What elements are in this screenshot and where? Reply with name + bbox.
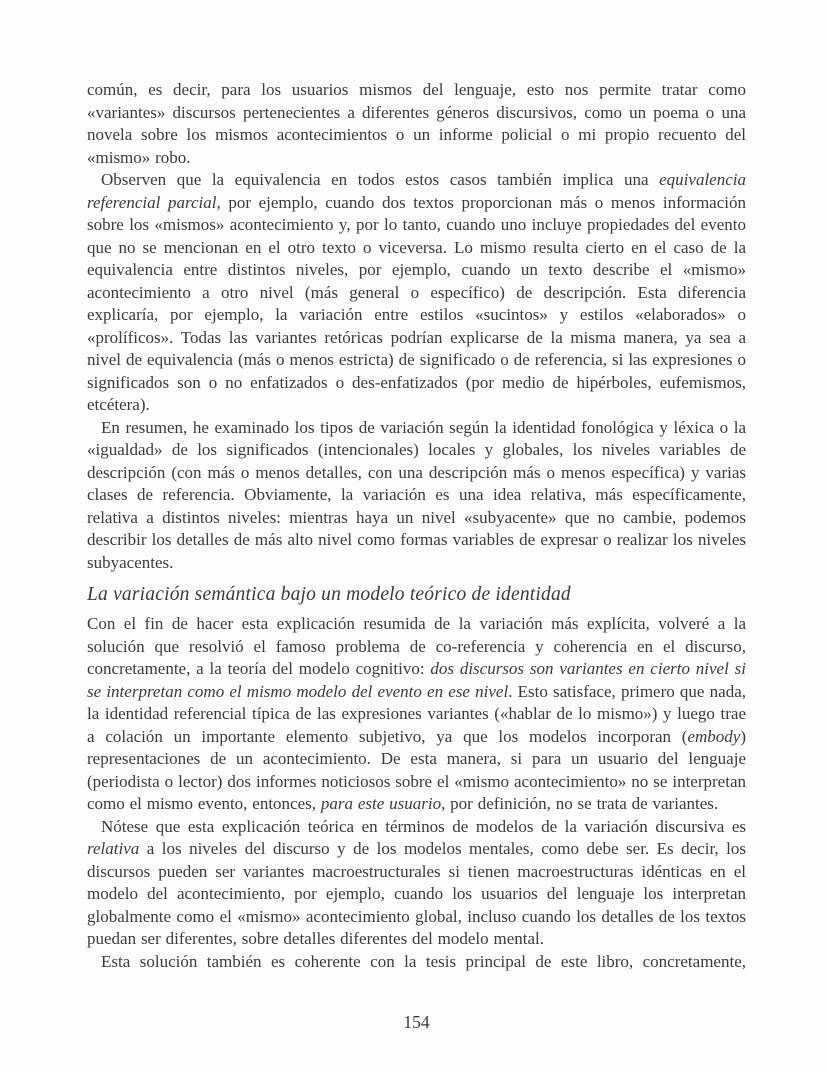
- paragraph: Observen que la equivalencia en todos estos casos también implica una equivalencia referencial parcial, por ejemplo, cuando dos textos proporcionan más o menos información sobre los «mismos» acontecimiento y, por lo tanto, cuando uno incluye propiedades del evento que no se mencionan en el otro texto o viceversa. Lo mismo resulta cierto en el caso de la equivalencia entre distintos niveles, por ejemplo, cuando un texto describe el «mismo» acontecimiento a otro nivel (más general o específico) de descripción. Esta diferencia explicaría, por ejemplo, la variación entre estilos «sucintos» y estilos «elaborados» o «prolíficos». Todas las variantes retóricas podrían explicarse de la misma manera, ya sea a nivel de equivalencia (más o menos estricta) de significado o de referencia, si las expresiones o significados son o no enfatizados o des-enfatizados (por medio de hipérboles, eufemismos, etcétera).: [87, 170, 746, 414]
- paragraph-continues-next-page: Esta solución también es coherente con la tesis principal de este libro, concretamente,: [101, 951, 746, 971]
- body-text-upper: [87, 79, 746, 574]
- paragraph: Nótese que esta explicación teórica en términos de modelos de la variación discursiva es relativa a los niveles del discurso y de los modelos mentales, como debe ser. Es decir, los discursos pueden ser variantes macroestructurales si tienen macroestructuras idénticas en el modelo del acontecimiento, por ejemplo, cuando los usuarios del lenguaje los interpretan globalmente como el «mismo» acontecimiento global, incluso cuando los detalles de los textos puedan ser diferentes, sobre detalles diferentes del modelo mental.: [87, 816, 746, 948]
- paragraph: Con el fin de hacer esta explicación resumida de la variación más explícita, volveré a la solución que resolvió el famoso problema de co-referencia y coherencia en el discurso, concretamente, a la teoría del modelo cognitivo: dos discursos son variantes en cierto nivel si se interpretan como el mismo modelo del evento en ese nivel. Esto satisface, primero que nada, la identidad referencial típica de las expresiones variantes («hablar de lo mismo») y luego trae a colación un importante elemento subjetivo, ya que los modelos incorporan (embody) representaciones de un acontecimiento. De esta manera, si para un usuario del lenguaje (periodista o lector) dos informes noticiosos sobre el «mismo acontecimiento» no se interpretan como el mismo evento, entonces, para este usuario, por definición, no se trata de variantes.: [87, 614, 746, 813]
- paragraph-continuation: común, es decir, para los usuarios mismos del lenguaje, esto nos permite tratar como «variantes» discursos pertenecientes a diferentes géneros discursivos, como un poema o una novela sobre los mismos acontecimientos o un informe policial o mi propio recuento del «mismo» robo.: [87, 80, 746, 167]
- paragraph: En resumen, he examinado los tipos de variación según la identidad fonológica y léxica o la «igualdad» de los significados (intencionales) locales y globales, los niveles variables de descripción (con más o menos detalles, con una descripción más o menos específica) y varias clases de referencia. Obviamente, la variación es una idea relativa, más específicamente, relativa a distintos niveles: mientras haya un nivel «subyacente» que no cambie, podemos describir los detalles de más alto nivel como formas variables de expresar o realizar los niveles subyacentes.: [87, 417, 746, 572]
- page-number: 154: [403, 1012, 430, 1032]
- body-text-lower: [87, 613, 746, 973]
- section-heading: La variación semántica bajo un modelo teórico de identidad: [87, 584, 571, 605]
